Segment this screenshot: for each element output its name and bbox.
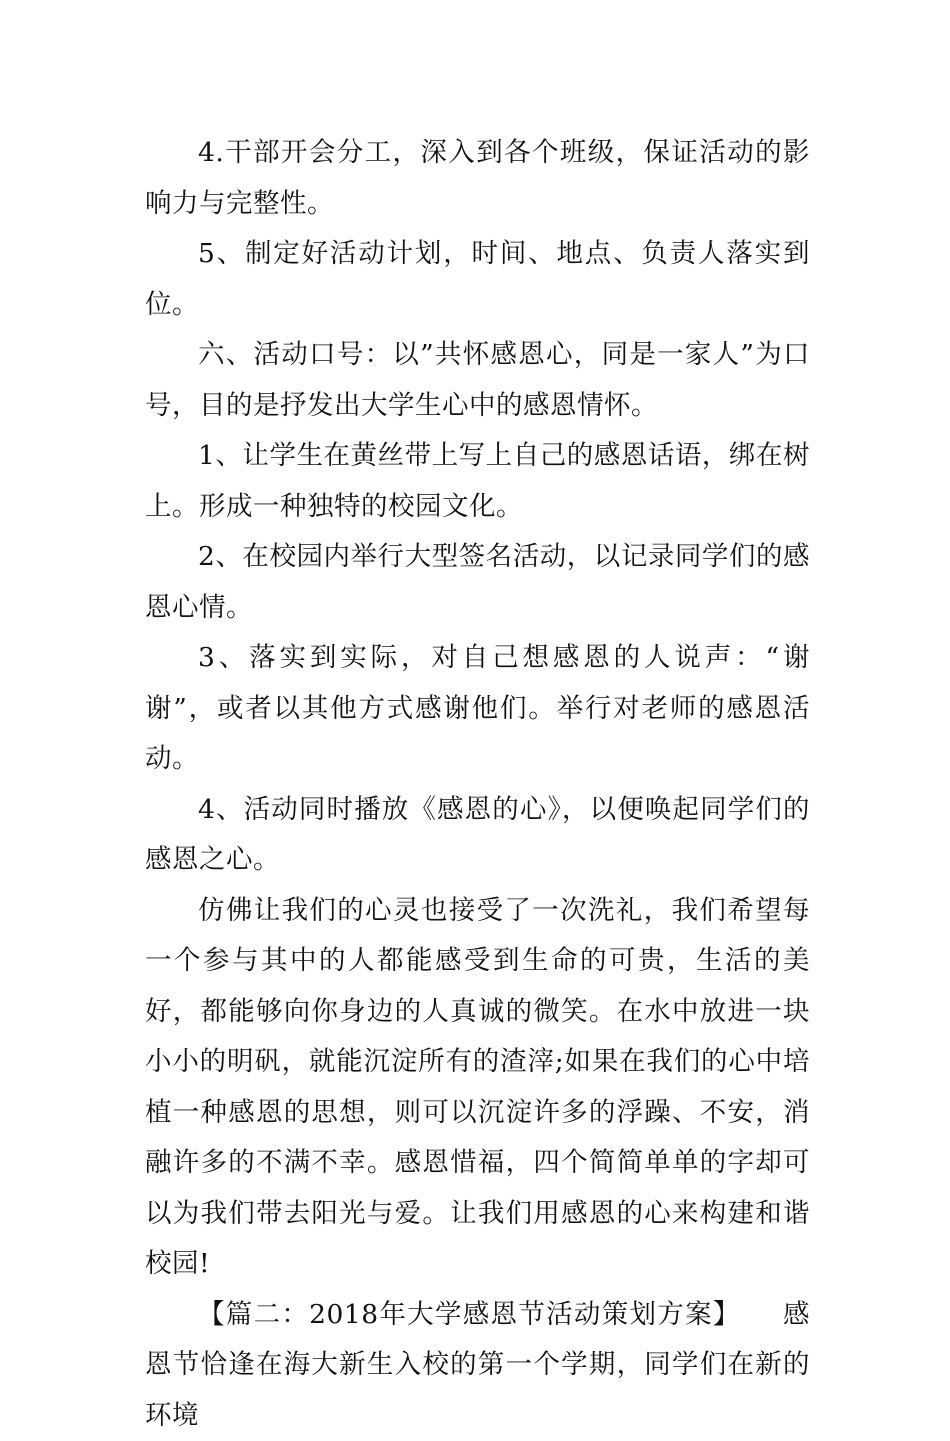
paragraph-song: 4、活动同时播放《感恩的心》，以便唤起同学们的感恩之心。 [145, 785, 810, 886]
paragraph-say-thanks: 3、落实到实际，对自己想感恩的人说声：“谢谢”，或者以其他方式感谢他们。举行对老师的感恩活动。 [145, 633, 810, 785]
paragraph-slogan: 六、活动口号：以”共怀感恩心，同是一家人”为口号，目的是抒发出大学生心中的感恩情怀。 [145, 330, 810, 431]
paragraph-section-two: 【篇二：2018年大学感恩节活动策划方案】 感恩节恰逢在海大新生入校的第一个学期，同学们在新的环境 [145, 1290, 810, 1441]
paragraph-reflection: 仿佛让我们的心灵也接受了一次洗礼，我们希望每一个参与其中的人都能感受到生命的可贵，生活的美好，都能够向你身边的人真诚的微笑。在水中放进一块小小的明矾，就能沉淀所有的渣滓;如果在我们的心中培植一种感恩的思想，则可以沉淀许多的浮躁、不安，消融许多的不满不幸。感恩惜福，四个简简单单的字却可以为我们带去阳光与爱。让我们用感恩的心来构建和谐校园! [145, 886, 810, 1290]
paragraph-yellow-ribbon: 1、让学生在黄丝带上写上自己的感恩话语，绑在树上。形成一种独特的校园文化。 [145, 431, 810, 532]
document-body [145, 128, 810, 1441]
paragraph-signature-event: 2、在校园内举行大型签名活动，以记录同学们的感恩心情。 [145, 532, 810, 633]
paragraph-cadre-division: 4.干部开会分工，深入到各个班级，保证活动的影响力与完整性。 [145, 128, 810, 229]
paragraph-activity-plan: 5、制定好活动计划，时间、地点、负责人落实到位。 [145, 229, 810, 330]
